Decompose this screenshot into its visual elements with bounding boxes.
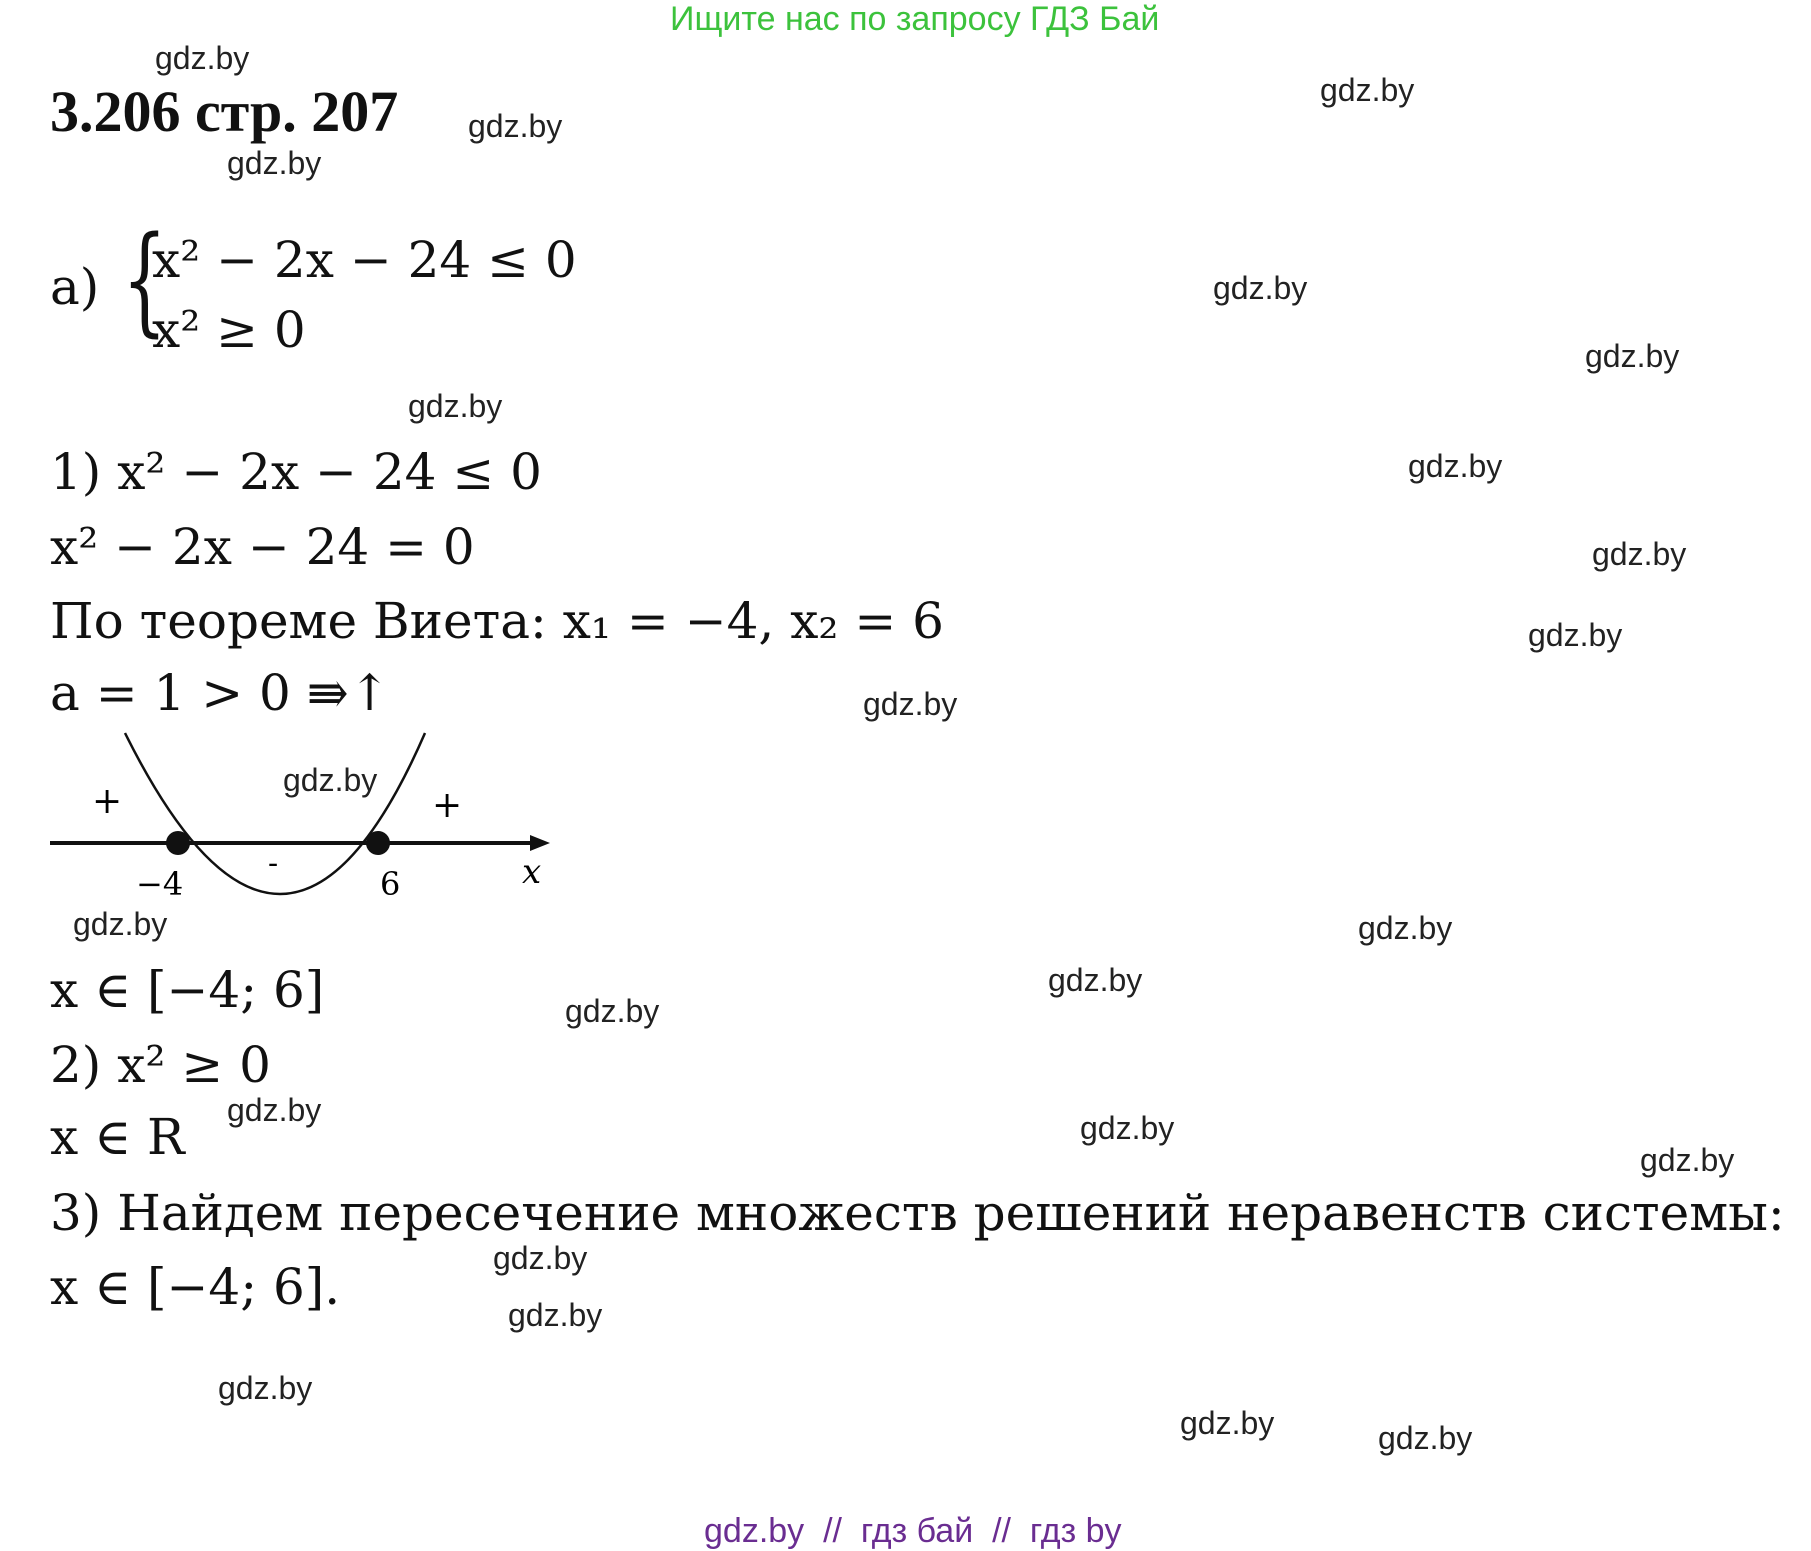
root-point-right — [366, 831, 390, 855]
watermark: gdz.by — [283, 762, 378, 798]
watermark: gdz.by — [227, 145, 322, 181]
sign-graph — [40, 725, 560, 935]
watermark: gdz.by — [1378, 1420, 1473, 1456]
step-3-text: 3) Найдем пересечение множеств решений неравенств системы: — [50, 1184, 1785, 1242]
system-inequality-2: x² ≥ 0 — [152, 301, 306, 359]
system-brace: { — [122, 210, 168, 348]
root-label-right: 6 — [380, 865, 401, 903]
root-point-left — [166, 831, 190, 855]
step-1-equation: x² − 2x − 24 = 0 — [50, 518, 475, 576]
sign-plus-left: + — [92, 781, 123, 822]
watermark: gdz.by — [73, 906, 168, 942]
watermark: gdz.by — [227, 1092, 322, 1128]
solution-2: x ∈ R — [50, 1108, 185, 1166]
watermark: gdz.by — [408, 388, 503, 424]
step-1-inequality: 1) x² − 2x − 24 ≤ 0 — [50, 443, 542, 501]
watermark: gdz.by — [218, 1370, 313, 1406]
watermark: gdz.by — [1213, 270, 1308, 306]
system-inequality-1: x² − 2x − 24 ≤ 0 — [152, 231, 577, 289]
watermark: gdz.by — [468, 108, 563, 144]
watermark: gdz.by — [1080, 1110, 1175, 1146]
watermark: gdz.by — [1408, 448, 1503, 484]
header-search-hint[interactable]: Ищите нас по запросу ГДЗ Бай — [670, 0, 1160, 38]
watermark: gdz.by — [863, 686, 958, 722]
watermark: gdz.by — [1320, 72, 1415, 108]
root-label-left: −4 — [136, 865, 184, 903]
watermark: gdz.by — [1358, 910, 1453, 946]
step-2-inequality: 2) x² ≥ 0 — [50, 1036, 271, 1094]
watermark: gdz.by — [565, 993, 660, 1029]
problem-title: 3.206 стр. 207 — [50, 79, 399, 144]
watermark: gdz.by — [1640, 1142, 1735, 1178]
watermark: gdz.by — [1585, 338, 1680, 374]
watermark: gdz.by — [1592, 536, 1687, 572]
watermark: gdz.by — [1528, 617, 1623, 653]
vieta-roots: По теореме Виета: x₁ = −4, x₂ = 6 — [50, 592, 944, 650]
footer-links[interactable]: gdz.by // гдз бай // гдз by — [704, 1512, 1122, 1550]
watermark: gdz.by — [1180, 1405, 1275, 1441]
watermark: gdz.by — [508, 1297, 603, 1333]
sign-minus: - — [268, 846, 279, 881]
system-label: а) — [50, 258, 100, 316]
intersection-result: x ∈ [−4; 6]. — [50, 1258, 341, 1316]
sign-plus-right: + — [432, 785, 463, 826]
axis-label: x — [522, 852, 542, 892]
leading-coefficient: a = 1 > 0 ⇛↑ — [50, 664, 391, 722]
watermark: gdz.by — [155, 40, 250, 76]
solution-1: x ∈ [−4; 6] — [50, 961, 325, 1019]
axis-arrow — [530, 835, 550, 851]
watermark: gdz.by — [1048, 962, 1143, 998]
watermark: gdz.by — [493, 1240, 588, 1276]
